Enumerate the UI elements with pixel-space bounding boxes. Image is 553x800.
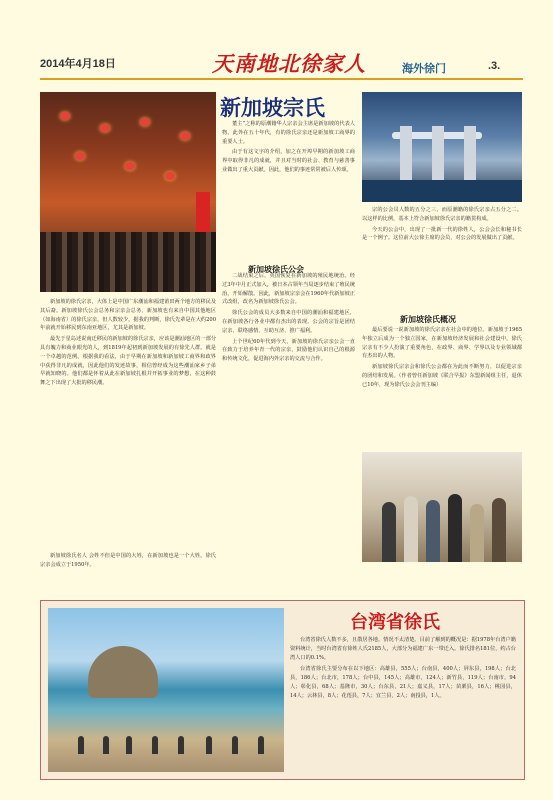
taiwan-title: 台湾省徐氏 [350, 612, 440, 633]
subheading-overview: 新加坡徐氏概况 [400, 314, 456, 324]
taiwan-text [290, 636, 516, 772]
chinatown-street-photo [40, 92, 216, 292]
paragraph: 台湾省徐氏主要分布在以下地区：高雄县，555人；台南县，400人；屏东县，198人；台北县，186人；台北市，178人；台中县，145人；高雄市，124人；新竹县，119人；台南市，94人；彰化县，68人；基隆市，30人；台东县，21人；嘉义县，17人；苗栗县，16人；桃园县，14人；云林县，8人；花莲县，7人；宜兰县，2人；南投县，1人。 [290, 666, 516, 699]
column-1 [40, 298, 216, 548]
paragraph: 今天的公会中，出现了一批新一代的徐姓人，公会会长和秘书长是一个例子。这位前大公徐主席的会员，对公会的发展做出了贡献。 [362, 226, 522, 242]
paragraph: 最后要说一说新加坡的徐氏宗亲在社会中的地位。新加坡于1965年独立后成为一个独立国家，在新加坡经济发展和社会建设中，徐氏宗亲有不少人扮演了重要角色，在政界、商界、学界以及专业领域都有杰出的人物。 [362, 327, 522, 360]
header-rule [40, 78, 523, 80]
paragraph: 新加坡徐氏宗亲会和徐氏公会都在为此而不断努力，以促进宗亲的团结和发展。（作者曾任新加坡《联合早报》东盟新闻组主任，退休已10年，现为徐氏公会会刊主编） [362, 364, 522, 388]
marina-bay-photo [362, 92, 522, 202]
column-1-bottom [40, 552, 216, 598]
page-header [0, 0, 553, 80]
column-3-top [362, 206, 522, 310]
article-title: 新加坡宗氏 [220, 95, 325, 120]
paragraph: 董主”之称的原潮籍华人宗亲会主席是新加坡的代表人物。此外在五十年代，有的徐氏宗亲还是新加坡工商界的重要人士。 [222, 121, 355, 145]
paragraph: 宗的公会员人数的五分之三，而原潮籍的徐氏宗亲占五分之二。以这样的比例，基本上符合新加坡徐氏宗亲的籍贯构成。 [362, 207, 522, 222]
subheading-association: 新加坡徐氏公会 [248, 264, 304, 274]
paragraph: 新加坡的徐氏宗亲，大体上是中国广东潮汕和福建莆田两个地方的移民及其后裔。新加坡徐氏公会总务和宗亲会总务，新加坡也有来自中国其他地区（如海南省）的徐氏宗亲，但人数较少。据我的判断，徐氏先辈是在大约200年前就开始移民到东南亚地区，尤其是新加坡。 [40, 299, 216, 332]
masthead: 天南地北徐家人 [212, 51, 366, 76]
section-name: 海外徐门 [402, 62, 446, 75]
paragraph: 台湾省徐氏人数不多，且散居各地。情况不太清楚。目前了解到的概况是：据1978年台湾户籍资料统计，当时台湾省有徐姓人氏2185人，大部分为福建广东一带迁入。徐氏排名181位，约占台湾人口的0.1%。 [290, 637, 516, 661]
paragraph: 新加坡徐氏名人 会姓不但是中国的大姓，在新加坡也是一个大姓。徐氏宗亲会成立于1950年。 [40, 553, 216, 568]
page-number: .3. [488, 60, 501, 72]
paragraph: 最先于星岛述说南迁移民的新加坡的徐氏宗亲，应该是潮汕地区的一部分具有魄力和商业眼光的人，到1819年起初到新加坡发展的有徐先人群。就是一个卓越的范例。根据我的看法，由于早期在新加坡和新加坡工商界和政界中获得非凡的成就，因此他们的发迹故事，相信曾经成为这些潮汕家乡子弟早就知晓的。他们都是怀着从此在新加坡扎根并开拓事业的梦想，在这种鼓舞之下出现了大批的移民潮。 [40, 336, 216, 387]
column-2-top [222, 120, 355, 265]
paragraph: 上个世纪60年代到今天，新加坡的徐氏宗亲公会一直在致力于培养年青一代的宗亲，鼓励他们认识自己的根源和传统文化，促进海内外宗亲的交流与合作。 [222, 338, 355, 363]
issue-date: 2014年4月18日 [40, 58, 116, 70]
column-2-bottom [222, 272, 355, 557]
paragraph: 徐氏公会的成员大多数来自中国的潮汕和福建地区，在新加坡各行各业中都有杰出的表现。公会的宗旨是团结宗亲、联络感情、互助互济、推广福利。 [222, 310, 355, 334]
column-3-bottom [362, 326, 522, 446]
yehliu-coast-photo [48, 608, 284, 772]
paragraph: 二战结束之后，英国恢复在新加坡的殖民地统治。经过3年中月正式加入，被日本占领年当局逐步结束了殖民统治，开始解散。因此，新加坡宗亲会在1960年代新加坡正式改组，改名为新加坡徐氏公会。 [222, 273, 355, 306]
paragraph: 由于有这文字的介绍，加之在开埠早期的新加坡工商界中取得非凡的成就，并且对当时的社会、教育与慈善事业做出了重大贡献。因此，他们的事迹常常被后人传颂。 [222, 149, 355, 173]
group-photo [362, 452, 522, 562]
